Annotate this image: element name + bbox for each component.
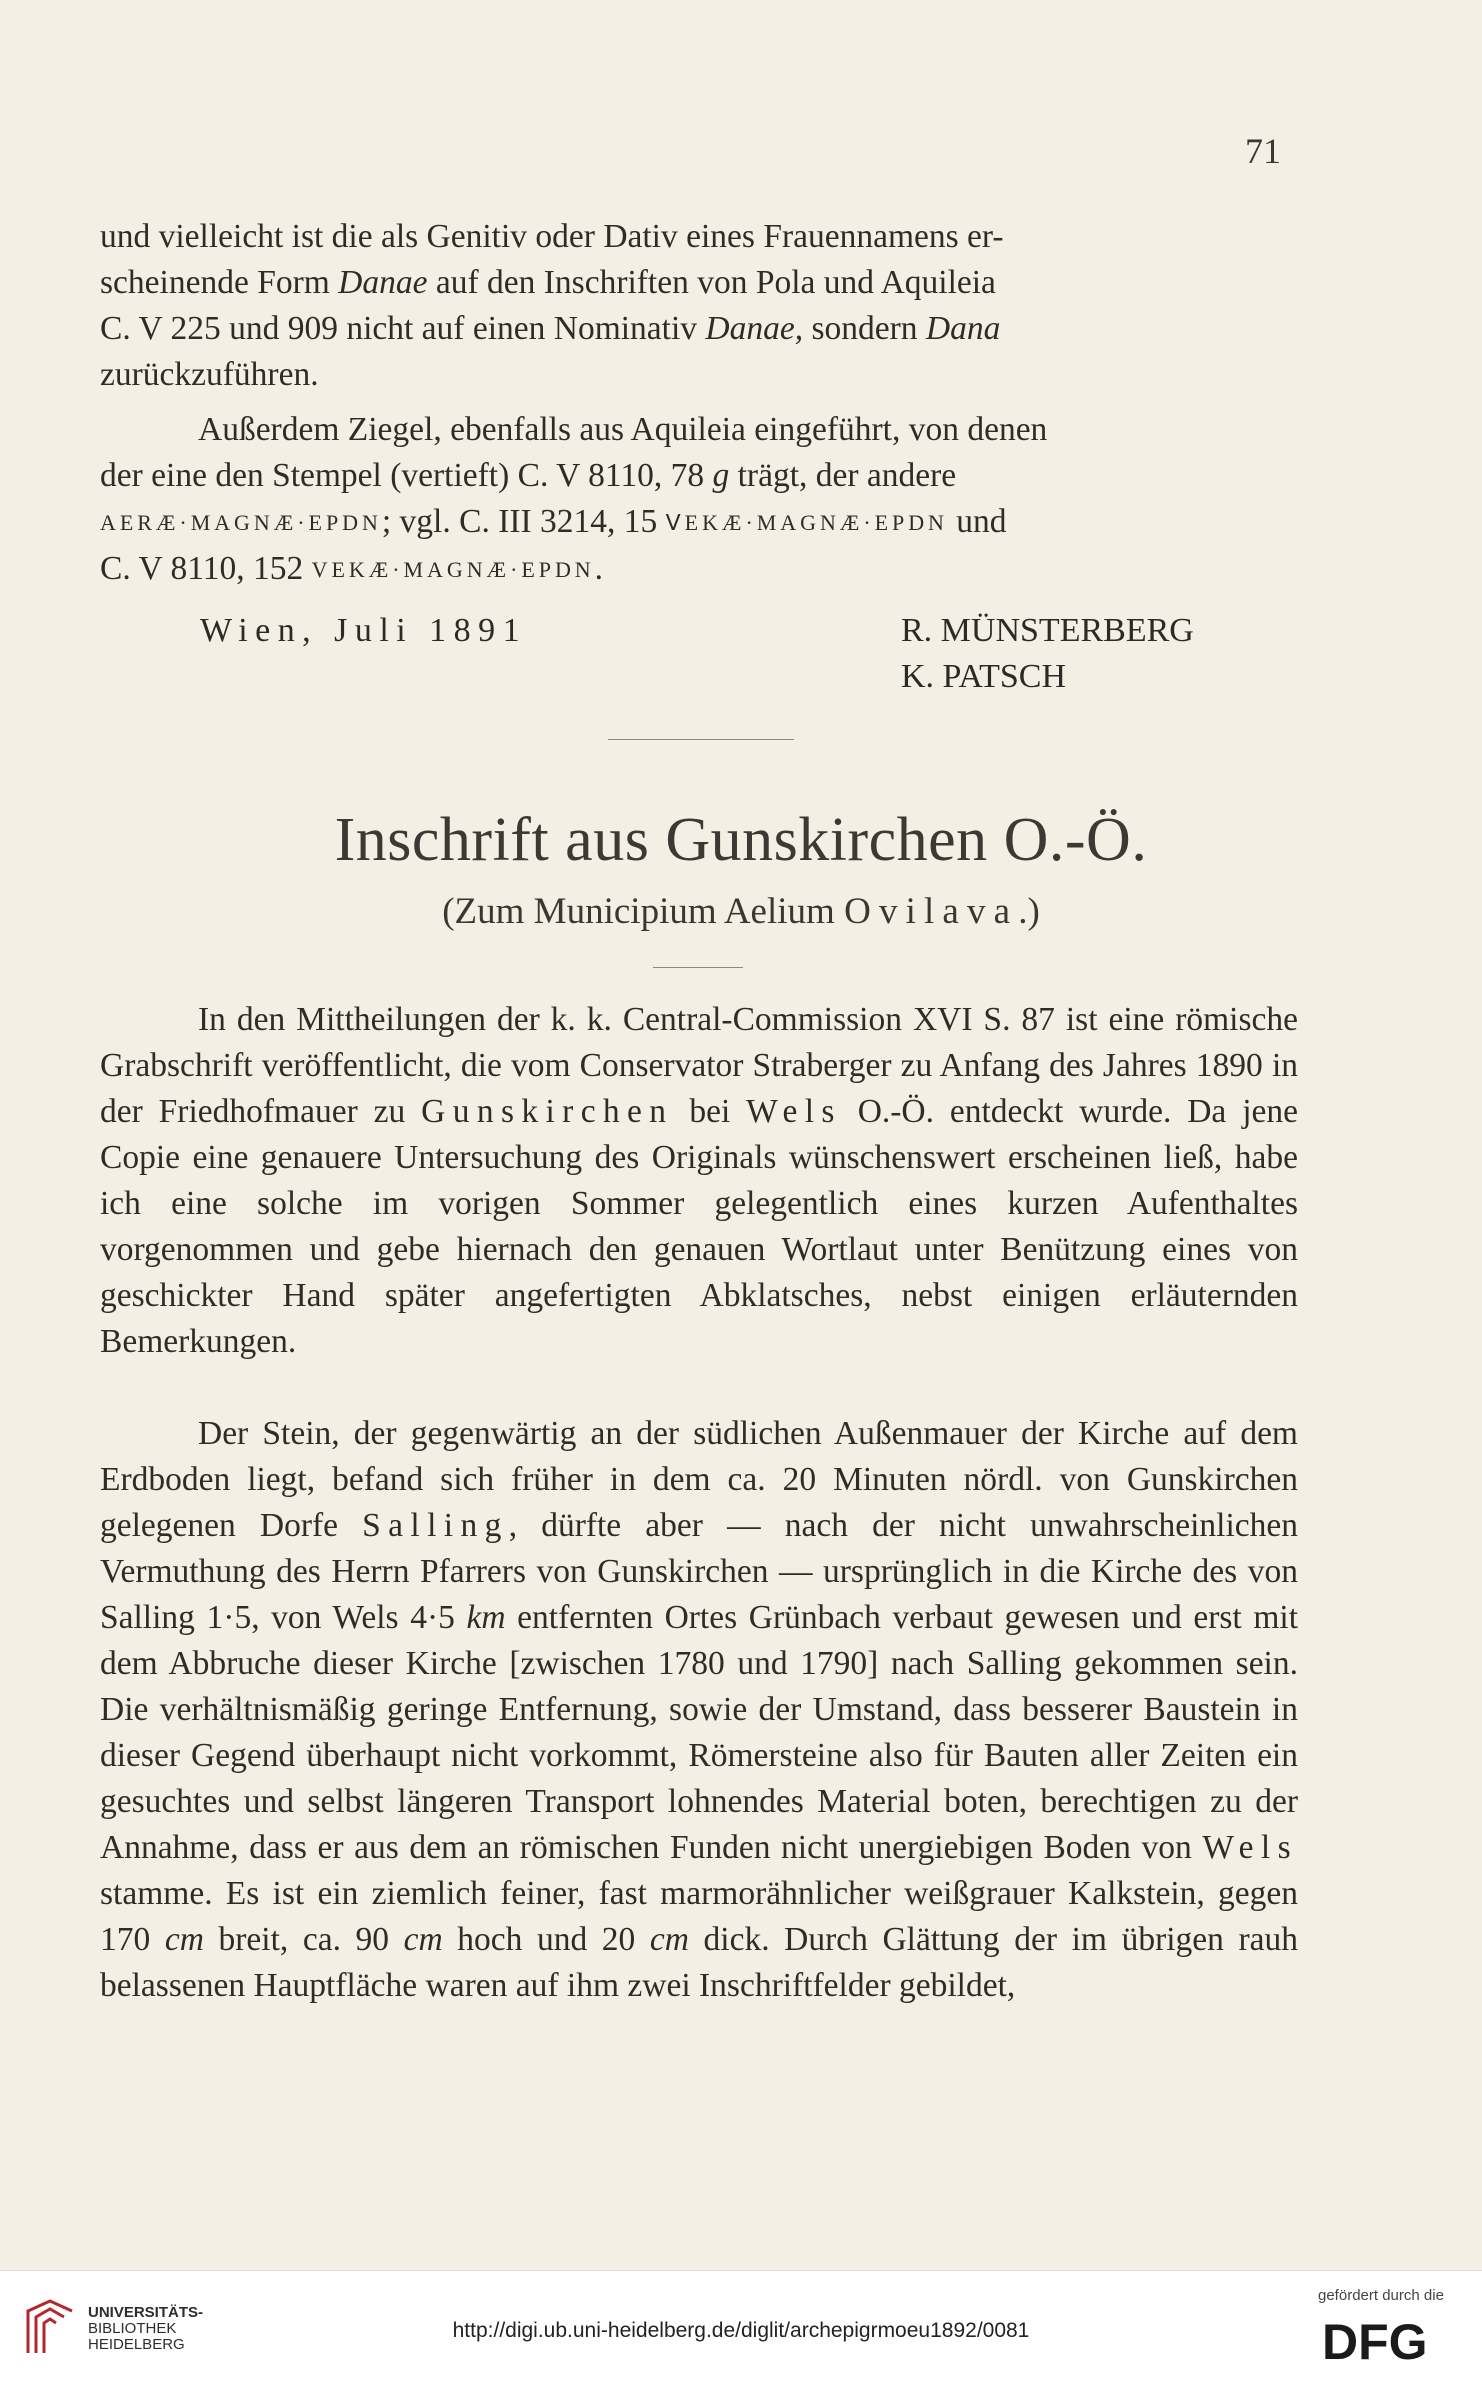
library-line: BIBLIOTHEK: [88, 2320, 177, 2337]
section-divider: [608, 739, 794, 740]
stamp-inscription: VEKÆ·MAGNÆ·EPDN: [311, 557, 595, 582]
text-span: stamme. Es ist ein ziemlich feiner, fast marmorähnlicher weißgrauer Kalkstein, gegen 170: [100, 1875, 1298, 1958]
italic-word: cm: [649, 1921, 689, 1958]
place-date: Wien, Juli 1891: [200, 612, 528, 649]
text-span: (Zum Municipium Aelium: [442, 891, 845, 932]
spaced-word: Gunskirchen: [421, 1093, 674, 1130]
text-span: C. V 8110, 152: [100, 550, 312, 587]
stamp-inscription: AERÆ·MAGNÆ·EPDN: [100, 510, 382, 535]
text-span: und: [947, 503, 1007, 540]
spaced-word: Salling: [362, 1507, 509, 1544]
text-span: bei: [673, 1093, 747, 1130]
permalink-url[interactable]: http://digi.ub.uni-heidelberg.de/diglit/archepigrmoeu1892/0081: [452, 2319, 1030, 2342]
italic-word: cm: [403, 1921, 443, 1958]
italic-word: Danae: [338, 264, 428, 301]
italic-word: g: [712, 457, 730, 494]
paragraph-stone: [100, 1411, 1298, 2009]
spaced-word: Wels: [1202, 1829, 1298, 1866]
text-span: O.-Ö. entdeckt wurde. Da jene Copie eine genauere Untersuchung des Originals wünschenswert erscheinen ließ, habe ich eine solche im vorigen Sommer gelegentlich eines kurzen Aufenthaltes vorgenommen und gebe hiernach den genauen Wortlaut unter Benützung eines von geschickter Hand später angefertigten Abklatsches, nebst einigen erläuternden Bemerkungen.: [100, 1093, 1298, 1360]
text-span: trägt, der andere: [729, 457, 957, 494]
italic-word: Danae,: [705, 310, 804, 347]
author-names: [901, 608, 1194, 700]
spaced-word: Wels: [746, 1093, 842, 1130]
text-span: zurückzuführen.: [100, 356, 319, 393]
text-line: [100, 499, 1298, 546]
dfg-logo-icon: [1320, 2313, 1462, 2365]
text-line: [100, 352, 1298, 398]
signature-block: [200, 608, 1300, 708]
text-span: und vielleicht ist die als Genitiv oder Dativ eines Frauennamens er-: [100, 218, 1004, 255]
spaced-word: Ovilava: [844, 891, 1019, 932]
page-number: 71: [1245, 131, 1281, 171]
funded-by-label: gefördert durch die: [1318, 2287, 1444, 2304]
title-divider: [653, 967, 743, 968]
article-title: Inschrift aus Gunskirchen O.-Ö.: [334, 806, 1148, 874]
author-name: R. MÜNSTERBERG: [901, 612, 1194, 649]
text-span: entfernten Ortes Grünbach verbaut gewesen und erst mit dem Abbruche dieser Kirche [zwischen 1780 und 1790] nach Salling gekommen sein. Die verhältnismäßig geringe Entfernung, sowie der Umstand, dass besserer Baustein in dieser Gegend überhaupt nicht vorkommt, Römersteine also für Bauten aller Zeiten ein gesuchtes und selbst längeren Transport lohnendes Material boten, berechtigen zu der Annahme, dass er aus dem an römischen Funden nicht unergiebigen Boden von: [100, 1599, 1299, 1866]
author-name: K. PATSCH: [901, 658, 1067, 695]
text-span: dick. Durch Glättung der im übrigen rauh belassenen Hauptfläche waren auf ihm zwei Inschriftfelder gebildet,: [100, 1921, 1299, 2004]
stamp-inscription: ᐯEKÆ·MAGNÆ·EPDN: [665, 510, 948, 535]
italic-word: cm: [164, 1921, 204, 1958]
text-span: scheinende Form: [100, 264, 339, 301]
text-span: breit, ca. 90: [203, 1921, 404, 1958]
text-paragraph: [100, 997, 1298, 1365]
footer-bar: [0, 2270, 1482, 2388]
text-span: .: [594, 550, 604, 587]
text-span: Außerdem Ziegel, ebenfalls aus Aquileia eingeführt, von denen: [198, 411, 1048, 448]
text-span: sondern: [803, 310, 926, 347]
dfg-logo-text: DFG: [1322, 2314, 1428, 2365]
text-line: [100, 546, 1298, 593]
text-span: C. V 225 und 909 nicht auf einen Nominativ: [100, 310, 706, 347]
text-span: , dürfte aber — nach der nicht unwahrscheinlichen Vermuthung des Herrn Pfarrers von Gunskirchen — ursprünglich in die Kirche des von Salling 1·5, von Wels 4·5: [100, 1507, 1299, 1636]
article-subtitle: [0, 890, 1482, 933]
text-span: ; vgl. C. III 3214, 15: [381, 503, 666, 540]
text-span: hoch und 20: [442, 1921, 650, 1958]
text-line: [100, 260, 1298, 306]
text-span: .): [1018, 891, 1040, 932]
italic-word: Dana: [925, 310, 1001, 347]
library-line: UNIVERSITÄTS-: [88, 2304, 204, 2321]
library-line: HEIDELBERG: [88, 2336, 185, 2353]
text-line: [100, 407, 1298, 453]
text-line: [100, 453, 1298, 499]
paragraph-intro: [100, 997, 1298, 1365]
italic-word: km: [466, 1599, 506, 1636]
text-paragraph: [100, 1411, 1298, 2009]
text-line: [100, 214, 1298, 260]
text-span: Der Stein, der gegenwärtig an der südlichen Außenmauer der Kirche auf dem Erdboden liegt, befand sich früher in dem ca. 20 Minuten nördl. von Gunskirchen gelegenen Dorfe: [100, 1415, 1298, 1544]
paragraph-ziegel: [100, 407, 1298, 593]
paragraph-continuation: [100, 214, 1298, 398]
text-span: der eine den Stempel (vertieft) C. V 8110, 78: [100, 457, 713, 494]
text-span: auf den Inschriften von Pola und Aquileia: [427, 264, 996, 301]
text-span: In den Mittheilungen der k. k. Central-Commission XVI S. 87 ist eine römische Grabschrift veröffentlicht, die vom Conservator Straberger zu Anfang des Jahres 1890 in der Friedhofmauer zu: [100, 1001, 1298, 1130]
text-line: [100, 306, 1298, 352]
